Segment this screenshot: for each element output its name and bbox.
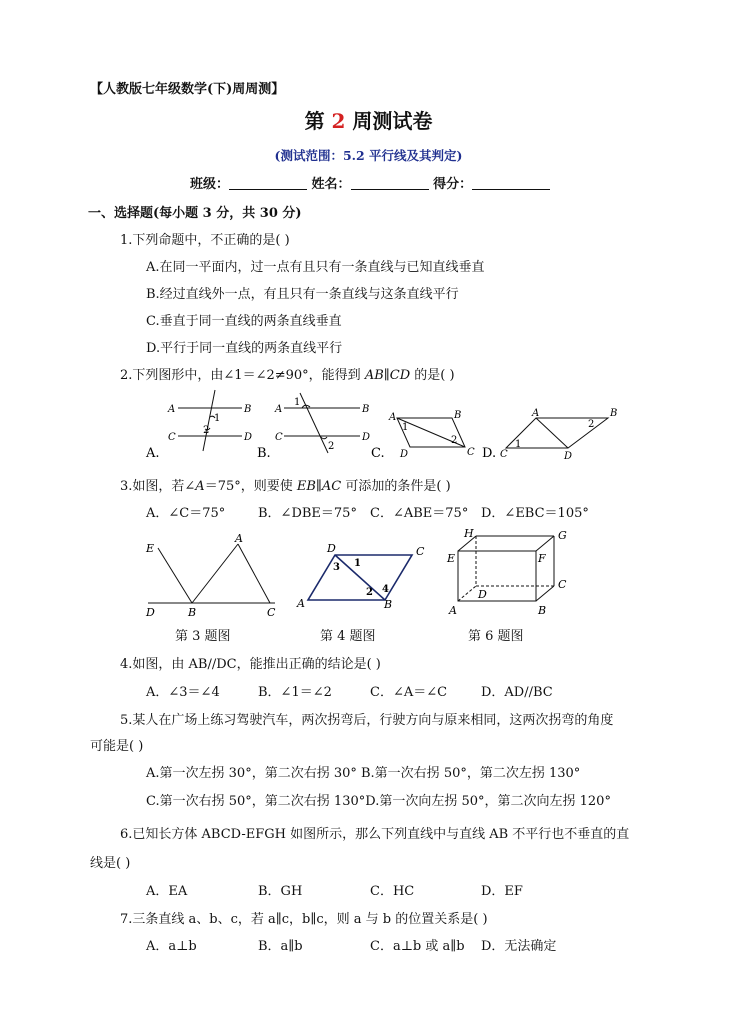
q2c-angle-1: 1: [402, 422, 409, 433]
q2a-angle-1: 1: [214, 413, 221, 424]
q4-option-d: D．AD//BC: [481, 685, 553, 700]
score-field[interactable]: [472, 176, 550, 190]
fig6-label-a: A: [449, 604, 457, 617]
q7-option-c: C．a⊥b 或 a∥b: [370, 939, 465, 954]
title-pre: 第: [304, 109, 332, 133]
q3-option-c: C．∠ABE＝75°: [370, 506, 469, 521]
fig3-label-e: E: [146, 542, 155, 555]
q2d-angle-1: 1: [515, 439, 522, 450]
fig6-hidden-edges: [458, 536, 554, 601]
title-post: 周测试卷: [345, 109, 433, 133]
q2a-angle-2: 2: [203, 425, 210, 436]
score-label: 得分：: [433, 177, 473, 192]
name-field[interactable]: [351, 176, 429, 190]
fig3-label-d: D: [146, 606, 155, 619]
q3-stem-post: 可添加的条件是( ): [341, 479, 451, 494]
q1-option-c: C.垂直于同一直线的两条直线垂直: [146, 314, 342, 329]
q6-stem-line2: 线是( ): [90, 856, 131, 871]
fig3-label-c: C: [267, 606, 276, 619]
q2a-label-a: A: [168, 404, 176, 415]
q2c-label-a: A: [389, 412, 397, 423]
q6-stem-line1: 6.已知长方体 ABCD-EFGH 如图所示，那么下列直线中与直线 AB 不平行也不垂直的直: [120, 827, 630, 842]
q2b-angle-1: 1: [294, 397, 301, 408]
q2b-label-a: A: [275, 404, 283, 415]
q2-stem: [120, 364, 455, 383]
q2a-label-c: C: [168, 432, 176, 443]
fig3-label-a: A: [235, 532, 243, 545]
q2d-angle-2: 2: [588, 419, 595, 430]
section-heading: 一、选择题(每小题 3 分，共 30 分): [88, 206, 302, 221]
q2-figure-a: [178, 390, 242, 451]
q1-option-a: A.在同一平面内，过一点有且只有一条直线与已知直线垂直: [146, 260, 485, 275]
q3-option-d: D．∠EBC＝105°: [481, 506, 589, 521]
q2d-label-b: B: [610, 408, 618, 419]
test-scope: (测试范围：5.2 平行线及其判定): [274, 148, 463, 163]
q2c-label-b: B: [454, 410, 462, 421]
q2-figures: [140, 385, 620, 467]
q2-stem-math: AB∥CD: [364, 368, 411, 383]
q2a-label-b: B: [244, 404, 252, 415]
fig4-label-c: C: [416, 545, 425, 558]
q1-stem: 1.下列命题中，不正确的是( ): [120, 233, 290, 248]
fig6-label-d: D: [478, 588, 487, 601]
q3-option-a: A．∠C＝75°: [146, 506, 226, 521]
q4-option-b: B．∠1＝∠2: [258, 685, 332, 700]
q2b-label-d: D: [362, 432, 371, 443]
q6-option-a: A．EA: [146, 884, 188, 899]
name-label: 姓名：: [311, 177, 351, 192]
q2c-label-d: D: [400, 449, 409, 460]
series-header: 【人教版七年级数学(下)周周测】: [90, 82, 285, 97]
q7-option-b: B．a∥b: [258, 939, 303, 954]
q4-option-a: A．∠3＝∠4: [146, 685, 220, 700]
q4-option-c: C．∠A＝∠C: [370, 685, 448, 700]
q2a-label-d: D: [244, 432, 253, 443]
q2c-angle-2: 2: [451, 435, 458, 446]
fig4-label-d: D: [327, 542, 336, 555]
q4-stem: 4.如图，由 AB//DC，能推出正确的结论是( ): [120, 657, 381, 672]
fig6-label-g: G: [558, 529, 567, 542]
q5-options-cd: C.第一次右拐 50°，第二次右拐 130°D.第一次向左拐 50°，第二次向左拐 120°: [146, 794, 611, 809]
q2b-angle-2: 2: [328, 441, 335, 452]
q2d-label-c: C: [500, 449, 508, 460]
fig6-drawing: [458, 536, 554, 601]
q2d-label-a: A: [532, 408, 540, 419]
q2d-label-d: D: [564, 451, 573, 462]
title-week-number: 2: [331, 109, 346, 133]
fig6-label-f: F: [538, 552, 546, 565]
fig3-caption: 第 3 题图: [175, 629, 231, 644]
q5-stem-line2: 可能是( ): [90, 739, 144, 754]
fig6-label-b: B: [538, 604, 547, 617]
q2c-label-c: C: [467, 447, 475, 458]
page-title: [0, 105, 737, 134]
q3-stem-mid: ＝75°，则要使: [204, 479, 297, 494]
q3-stem-math1: ∠A: [184, 479, 205, 494]
q1-option-d: D.平行于同一直线的两条直线平行: [146, 341, 343, 356]
fig3-label-b: B: [188, 606, 197, 619]
q2b-label-b: B: [362, 404, 370, 415]
fig6-caption: 第 6 题图: [468, 629, 524, 644]
fig6-label-h: H: [464, 528, 474, 540]
student-info-line: [190, 173, 550, 192]
fig4-angle-4: 4: [382, 584, 389, 595]
fig3-drawing: [148, 544, 275, 603]
q3-stem: [120, 475, 451, 494]
q7-stem: 7.三条直线 a、b、c，若 a∥c，b∥c，则 a 与 b 的位置关系是( ): [120, 912, 488, 927]
fig4-angle-3: 3: [333, 562, 340, 573]
q2-stem-post: 的是( ): [410, 368, 455, 383]
q7-option-a: A．a⊥b: [146, 939, 197, 954]
fig4-angle-1: 1: [354, 558, 361, 569]
fig6-label-c: C: [558, 578, 567, 591]
q6-option-b: B．GH: [258, 884, 303, 899]
fig4-caption: 第 4 题图: [320, 629, 376, 644]
q3-option-b: B．∠DBE＝75°: [258, 506, 357, 521]
q2-fig-label-c: C.: [371, 446, 385, 461]
q2-fig-label-a: A.: [146, 446, 160, 461]
q5-options-ab: A.第一次左拐 30°，第二次右拐 30° B.第一次右拐 50°，第二次左拐 130°: [146, 766, 581, 781]
class-label: 班级：: [190, 177, 230, 192]
fig4-label-a: A: [297, 597, 305, 610]
q2-stem-pre: 2.下列图形中，由∠1＝∠2≠90°，能得到: [120, 368, 365, 383]
q2b-label-c: C: [275, 432, 283, 443]
q3-stem-pre: 3.如图，若: [120, 479, 185, 494]
class-field[interactable]: [229, 176, 307, 190]
q1-option-b: B.经过直线外一点，有且只有一条直线与这条直线平行: [146, 287, 459, 302]
figures-row: [140, 528, 600, 620]
q7-option-d: D．无法确定: [481, 939, 557, 954]
fig6-label-e: E: [447, 552, 456, 565]
q2-fig-label-d: D.: [482, 446, 497, 461]
q3-stem-math2: EB∥AC: [296, 479, 342, 494]
fig4-angle-2: 2: [366, 587, 373, 598]
q2-fig-label-b: B.: [257, 446, 271, 461]
q6-option-c: C．HC: [370, 884, 415, 899]
fig4-label-b: B: [384, 598, 393, 611]
q5-stem-line1: 5.某人在广场上练习驾驶汽车，两次拐弯后，行驶方向与原来相同，这两次拐弯的角度: [120, 713, 614, 728]
q6-option-d: D．EF: [481, 884, 523, 899]
